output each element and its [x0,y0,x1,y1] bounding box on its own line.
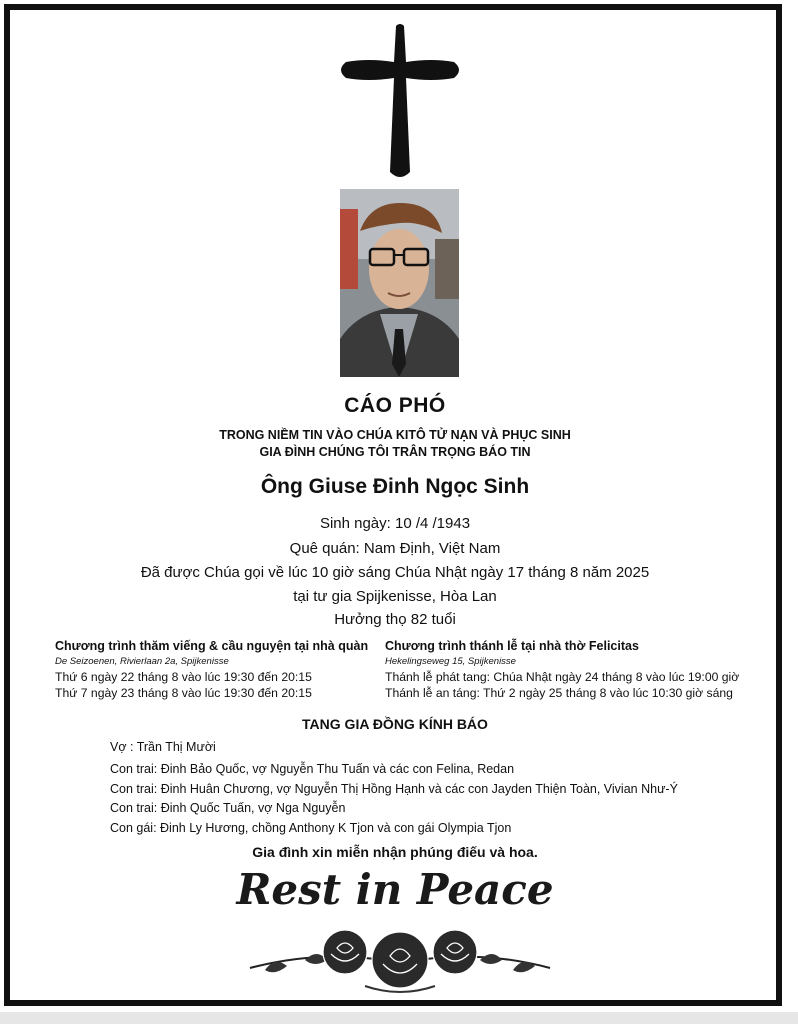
closing-note: Gia đình xin miễn nhận phúng điếu và hoa. [252,844,538,860]
family-member: Con trai: Đinh Bảo Quốc, vợ Nguyễn Thu Tuấn và các con Felina, Redan [110,762,515,776]
faith-subtitle: TRONG NIỀM TIN VÀO CHÚA KITÔ TỬ NẠN VÀ PHỤC SINH [219,428,571,442]
birth-date: Sinh ngày: 10 /4 /1943 [319,515,471,532]
mass-heading: Chương trình thánh lễ tại nhà thờ Felicitas [385,639,639,653]
roses-decoration-icon [245,908,555,998]
mass-line-1: Thánh lễ phát tang: Chúa Nhật ngày 24 tháng 8 vào lúc 19:00 giờ [385,670,740,684]
mass-address: Hekelingseweg 15, Spijkenisse [385,656,516,667]
visitation-address: De Seizoenen, Rivierlaan 2a, Spijkenisse [55,656,229,667]
visitation-heading: Chương trình thăm viếng & cầu nguyện tại nhà quàn [55,639,369,653]
portrait-photo [340,189,459,377]
obituary-title: CÁO PHÓ [344,394,446,417]
date-of-passing: Đã được Chúa gọi về lúc 10 giờ sáng Chúa Nhật ngày 17 tháng 8 năm 2025 [140,564,650,581]
age-at-passing: Hưởng thọ 82 tuổi [334,611,456,628]
hometown: Quê quán: Nam Định, Việt Nam [289,540,501,557]
visitation-line-2: Thứ 7 ngày 23 tháng 8 vào lúc 19:30 đến 20:15 [55,686,312,700]
family-member: Con trai: Đinh Huân Chương, vợ Nguyễn Thị Hồng Hạnh và các con Jayden Thiện Toàn, Vivian Như-Ý [110,782,678,796]
place-of-passing: tại tư gia Spijkenisse, Hòa Lan [293,588,497,605]
family-member: Vợ : Trần Thị Mười [110,740,216,754]
cross-icon [336,22,464,182]
mass-line-2: Thánh lễ an táng: Thứ 2 ngày 25 tháng 8 vào lúc 10:30 giờ sáng [385,686,733,700]
deceased-name: Ông Giuse Đinh Ngọc Sinh [260,475,530,498]
visitation-line-1: Thứ 6 ngày 22 tháng 8 vào lúc 19:30 đến 20:15 [55,670,312,684]
rest-in-peace-text: Rest in Peace [236,865,554,914]
family-heading: TANG GIA ĐỒNG KÍNH BÁO [302,716,488,732]
family-member: Con gái: Đinh Ly Hương, chồng Anthony K Tjon và con gái Olympia Tjon [110,821,512,835]
family-member: Con trai: Đinh Quốc Tuấn, vợ Nga Nguyễn [110,801,346,815]
announcement-subtitle: GIA ĐÌNH CHÚNG TÔI TRÂN TRỌNG BÁO TIN [259,445,531,459]
bottom-strip [0,1012,798,1024]
